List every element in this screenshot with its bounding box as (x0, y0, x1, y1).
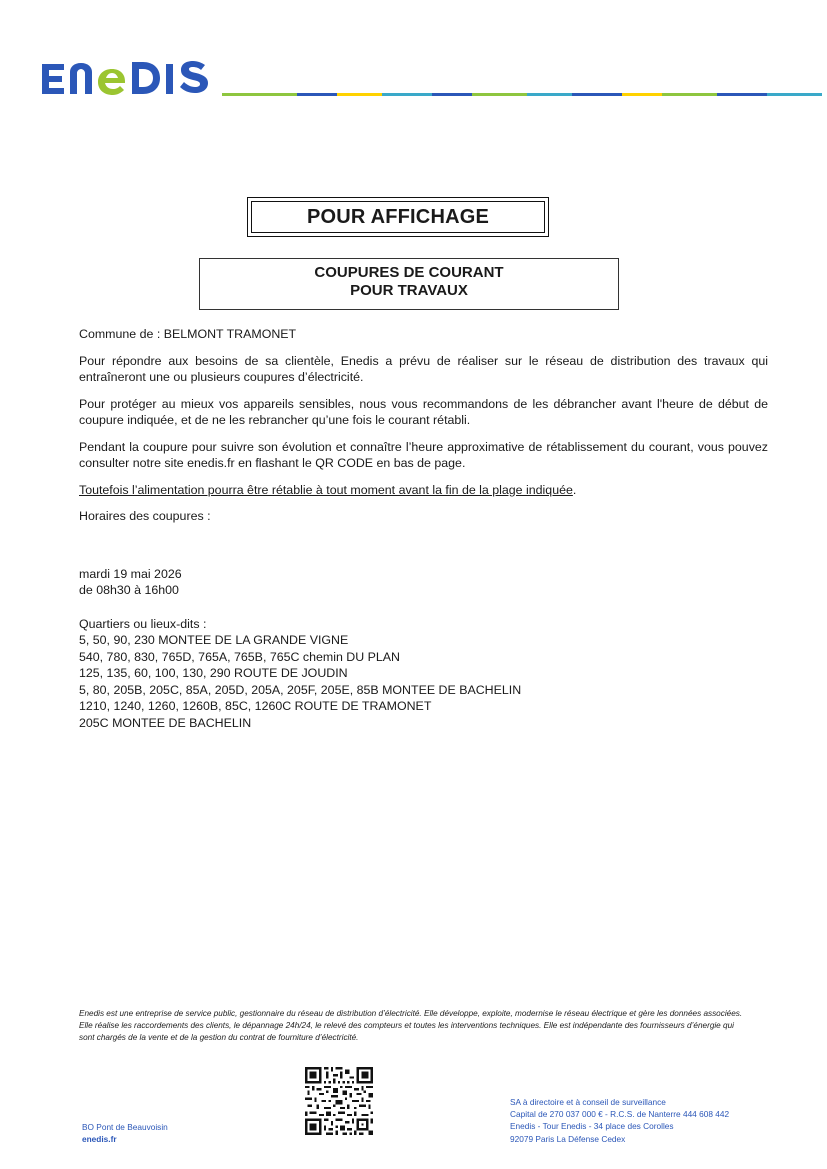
corp-line: SA à directoire et à conseil de surveillance (510, 1097, 666, 1107)
qr-code-graphic (305, 1067, 373, 1135)
enedis-logo (40, 58, 216, 98)
stripe-segment (767, 93, 822, 96)
affichage-title-box (247, 197, 549, 237)
list-item: 205C MONTEE DE BACHELIN (79, 715, 252, 730)
corp-line: Enedis - Tour Enedis - 34 place des Corolles (510, 1121, 674, 1132)
list-item: 125, 135, 60, 100, 130, 290 ROUTE DE JOUDIN (79, 666, 348, 680)
horaires-label: Horaires des coupures : (79, 509, 211, 523)
stripe-segment (622, 93, 662, 96)
stripe-segment (717, 93, 767, 96)
commune-line: Commune de : BELMONT TRAMONET (79, 327, 297, 341)
list-item: 1210, 1240, 1260, 1260B, 85C, 1260C ROUTE DE TRAMONET (79, 699, 432, 713)
stripe-segment (297, 93, 337, 96)
notice-line (79, 482, 768, 499)
site-url-link[interactable]: enedis.fr (82, 1134, 117, 1144)
corp-line: Capital de 270 037 000 € - R.C.S. de Nanterre 444 608 442 (510, 1109, 730, 1120)
paragraph-appareils: Pour protéger au mieux vos appareils sensibles, nous vous recommandons de les débrancher avant l'heure de début de coupure indiquée, et de ne les rebrancher qu’une fois le courant rétabli. (79, 396, 768, 427)
site-info (82, 1121, 168, 1145)
list-item: 5, 50, 90, 230 MONTEE DE LA GRANDE VIGNE (79, 633, 349, 647)
header-color-stripe (222, 93, 822, 96)
outage-time-range: de 08h30 à 16h00 (79, 583, 179, 597)
notice-underlined: Toutefois l’alimentation pourra être rétablie à tout moment avant la fin de la plage indiquée (79, 482, 573, 497)
site-name: BO Pont de Beauvoisin (82, 1122, 168, 1132)
stripe-segment (662, 93, 717, 96)
list-item: 5, 80, 205B, 205C, 85A, 205D, 205A, 205F, 205E, 85B MONTEE DE BACHELIN (79, 682, 522, 697)
notice-period: . (572, 482, 577, 497)
stripe-segment (572, 93, 622, 96)
enedis-logo-mark (40, 58, 216, 98)
outage-date: mardi 19 mai 2026 (79, 566, 182, 581)
quartiers-label: Quartiers ou lieux-dits : (79, 616, 207, 631)
stripe-segment (472, 93, 527, 96)
qr-code-icon[interactable] (305, 1067, 373, 1135)
paragraph-clientele: Pour répondre aux besoins de sa clientèle, Enedis a prévu de réaliser sur le réseau de distribution des travaux qui entraîneront une ou plusieurs coupures d’électricité. (79, 353, 768, 384)
list-item: 540, 780, 830, 765D, 765A, 765B, 765C chemin DU PLAN (79, 649, 400, 664)
stripe-segment (382, 93, 432, 96)
affichage-title: POUR AFFICHAGE (251, 201, 545, 233)
stripe-segment (337, 93, 382, 96)
corporate-info (510, 1096, 729, 1145)
notice-body (79, 326, 768, 731)
stripe-segment (432, 93, 472, 96)
coupures-title-box (199, 258, 619, 310)
coupures-title-line1: COUPURES DE COURANT (314, 264, 504, 281)
legal-notice: Enedis est une entreprise de service public, gestionnaire du réseau de distribution d’électricité. Elle développe, exploite, modernise le réseau électrique et gère les données associées. Elle réalise les raccordements des clients, le dépannage 24h/24, le relevé des compteurs et toutes les interventions techniques. Elle est indépendante des fournisseurs d’énergie qui sont chargés de la vente et de la gestion du contrat de fourniture d’électricité. (79, 1009, 743, 1042)
stripe-segment (527, 93, 572, 96)
corp-line: 92079 Paris La Défense Cedex (510, 1133, 626, 1144)
paragraph-suivi: Pendant la coupure pour suivre son évolution et connaître l’heure approximative de rétablissement du courant, vous pouvez consulter notre site enedis.fr en flashant le QR CODE en bas de page. (79, 439, 768, 470)
stripe-segment (222, 93, 297, 96)
coupures-title-line2: POUR TRAVAUX (350, 282, 468, 299)
